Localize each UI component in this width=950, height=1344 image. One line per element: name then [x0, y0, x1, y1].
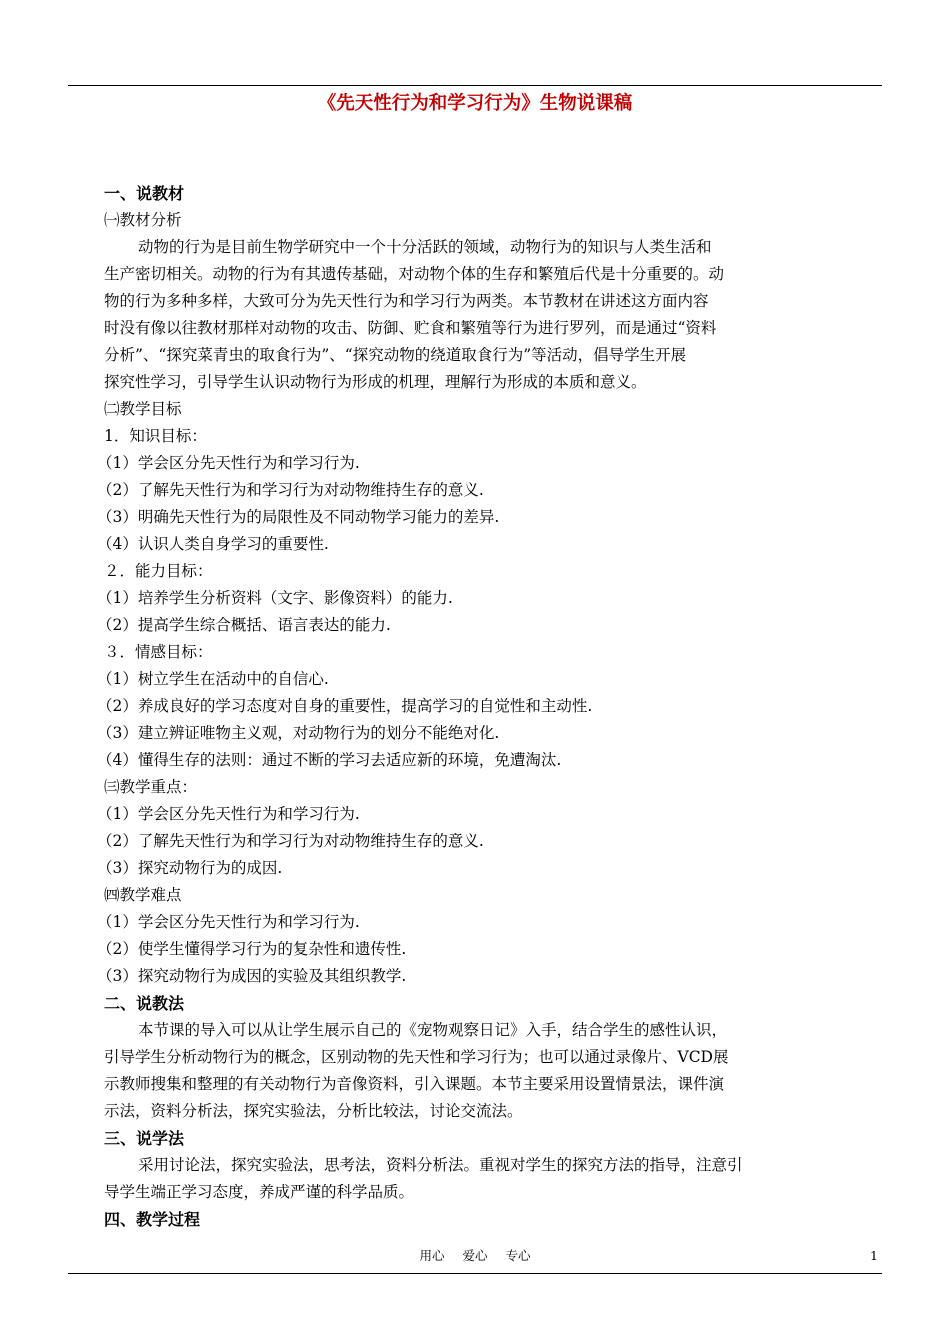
header-rule	[68, 85, 882, 86]
section-heading-teaching-material: 一、说教材	[104, 184, 185, 203]
paragraph-material-analysis	[104, 234, 854, 396]
subheading-difficult-points: ㈣教学难点	[104, 886, 182, 904]
paragraph-line: 本节课的导入可以从让学生展示自己的《宠物观察日记》入手，结合学生的感性认识，	[138, 1021, 728, 1039]
footer-word: 专心	[505, 1248, 531, 1263]
section-heading-teaching-method: 二、说教法	[104, 994, 185, 1013]
list-item: （1）学会区分先天性行为和学习行为.	[97, 805, 360, 823]
paragraph-learning-method	[104, 1152, 854, 1206]
paragraph-line: 示教师搜集和整理的有关动物行为音像资料，引入课题。本节主要采用设置情景法，课件演	[104, 1075, 725, 1093]
list-item: （2）了解先天性行为和学习行为对动物维持生存的意义.	[97, 832, 484, 850]
list-item: （1）树立学生在活动中的自信心.	[97, 670, 329, 688]
list-item: （2）使学生懂得学习行为的复杂性和遗传性.	[97, 940, 407, 958]
list-item: （3）探究动物行为的成因.	[97, 859, 283, 877]
goal-knowledge-heading: 1．知识目标：	[104, 427, 207, 445]
list-item: （1）学会区分先天性行为和学习行为.	[97, 454, 360, 472]
list-item: （3）建立辨证唯物主义观，对动物行为的划分不能绝对化.	[97, 724, 500, 742]
paragraph-line: 动物的行为是目前生物学研究中一个十分活跃的领域，动物行为的知识与人类生活和	[138, 238, 712, 256]
list-item: （4）懂得生存的法则：通过不断的学习去适应新的环境，免遭淘汰.	[97, 751, 562, 769]
section-heading-teaching-process: 四、教学过程	[104, 1210, 201, 1229]
list-item: （1）学会区分先天性行为和学习行为.	[97, 913, 360, 931]
list-item: （2）了解先天性行为和学习行为对动物维持生存的意义.	[97, 481, 484, 499]
page-number: 1	[870, 1248, 878, 1263]
list-item: （3）明确先天性行为的局限性及不同动物学习能力的差异.	[97, 508, 500, 526]
footer-rule	[68, 1273, 882, 1274]
document-title: 《先天性行为和学习行为》生物说课稿	[317, 93, 633, 114]
paragraph-line: 生产密切相关。动物的行为有其遗传基础，对动物个体的生存和繁殖后代是十分重要的。动	[104, 265, 725, 283]
section-heading-learning-method: 三、说学法	[104, 1129, 185, 1148]
paragraph-line: 采用讨论法，探究实验法，思考法，资料分析法。重视对学生的探究方法的指导，注意引	[138, 1156, 743, 1174]
subheading-teaching-goals: ㈡教学目标	[104, 400, 182, 418]
document-body	[97, 180, 854, 1233]
goal-ability-heading: ２．能力目标：	[104, 562, 213, 580]
footer-word: 爱心	[462, 1248, 488, 1263]
footer-word: 用心	[419, 1248, 445, 1263]
list-item: （2）提高学生综合概括、语言表达的能力.	[97, 616, 391, 634]
list-item: （2）养成良好的学习态度对自身的重要性，提高学习的自觉性和主动性.	[97, 697, 593, 715]
paragraph-line: 分析”、“探究菜青虫的取食行为”、“探究动物的绕道取食行为”等活动，倡导学生开展	[104, 346, 687, 364]
footer-motto	[0, 1248, 950, 1264]
paragraph-line: 探究性学习，引导学生认识动物行为形成的机理，理解行为形成的本质和意义。	[104, 373, 647, 391]
goal-emotion-heading: ３．情感目标：	[104, 643, 213, 661]
list-item: （1）培养学生分析资料（文字、影像资料）的能力.	[97, 589, 453, 607]
paragraph-line: 示法，资料分析法，探究实验法，分析比较法，讨论交流法。	[104, 1102, 523, 1120]
paragraph-line: 时没有像以往教材那样对动物的攻击、防御、贮食和繁殖等行为进行罗列，而是通过“资料	[104, 319, 717, 337]
list-item: （4）认识人类自身学习的重要性.	[97, 535, 329, 553]
paragraph-teaching-method	[104, 1017, 854, 1125]
list-item: （3）探究动物行为成因的实验及其组织教学.	[97, 967, 407, 985]
subheading-key-points: ㈢教学重点：	[104, 778, 198, 796]
paragraph-line: 引导学生分析动物行为的概念，区别动物的先天性和学习行为；也可以通过录像片、VCD展	[104, 1048, 729, 1066]
paragraph-line: 导学生端正学习态度，养成严谨的科学品质。	[104, 1183, 415, 1201]
paragraph-line: 物的行为多种多样，大致可分为先天性行为和学习行为两类。本节教材在讲述这方面内容	[104, 292, 709, 310]
subheading-material-analysis: ㈠教材分析	[104, 211, 182, 229]
